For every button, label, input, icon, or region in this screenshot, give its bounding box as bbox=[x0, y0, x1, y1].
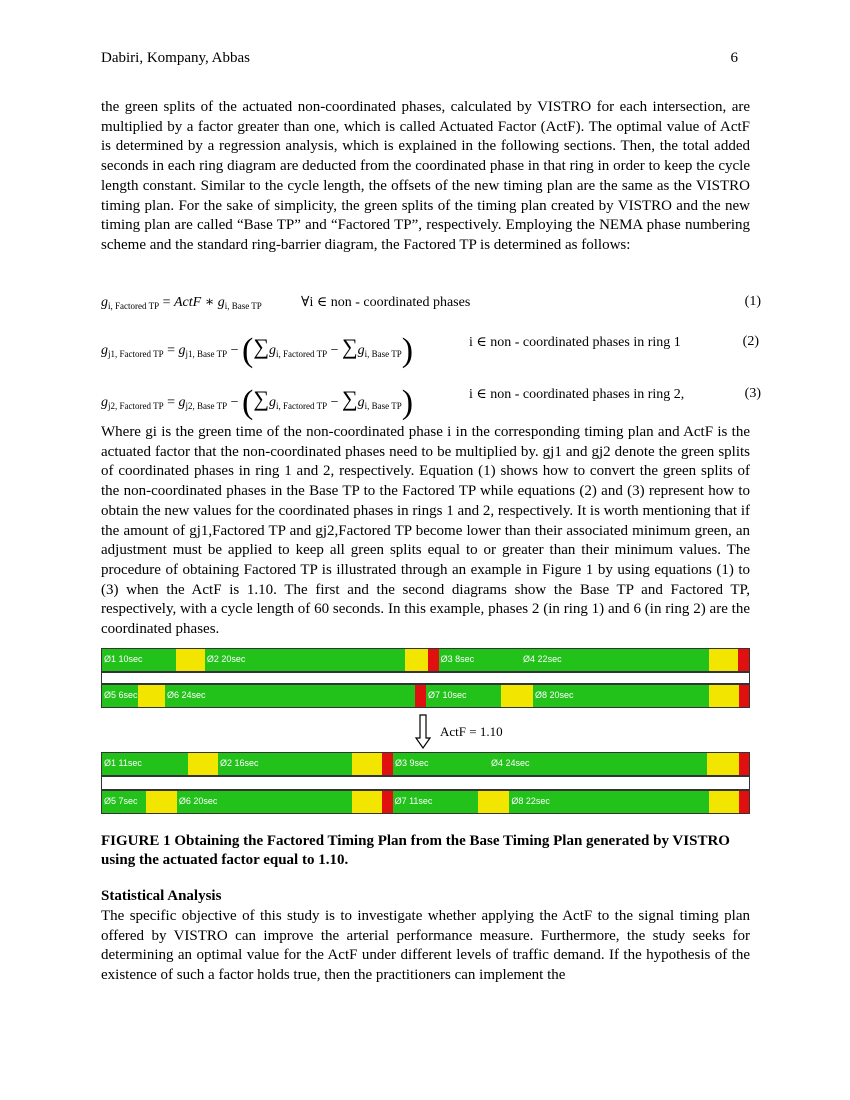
factored-gap bbox=[101, 776, 750, 790]
equation-3: $g_{j2, Factored TP} = g_{j2, Base TP} - (\sum g_{i, Factored TP} - \sum g_{i, Base TP})$ i ∈ non - coordinated phases in ring 2, (3) bbox=[101, 384, 761, 421]
base-ring2-bar bbox=[101, 684, 750, 708]
base-phase6-label: Ø6 24sec bbox=[167, 690, 206, 700]
base-phase2-label: Ø2 20sec bbox=[206, 654, 246, 664]
eq1-actf: ActF bbox=[173, 295, 202, 310]
section-title: Statistical Analysis bbox=[101, 888, 222, 904]
eq3-condition: i ∈ non - coordinated phases in ring 2, bbox=[469, 387, 685, 402]
fact-phase1-label: Ø1 11sec bbox=[104, 758, 142, 768]
eq2-lhs-sub: j1, Factored TP bbox=[108, 349, 164, 360]
eq2-number: (2) bbox=[742, 334, 759, 349]
actf-label: ActF = 1.10 bbox=[440, 724, 503, 739]
fact-phase8-label: Ø8 22sec bbox=[511, 796, 550, 806]
eq3-sum2-sub: i, Base TP bbox=[364, 401, 402, 412]
down-arrow-icon bbox=[414, 714, 432, 750]
paragraph-explanation: Where gi is the green time of the non-coordinated phase i in the corresponding timing plan and ActF is the actuated factor that the non-coordinated phases need to be multiplied by. gj1 and gj2 denote the green splits of coordinated phases in ring 1 and 2, respectively. Equation (1) shows how to convert the green splits of the non-coordinated phases in the Base TP to the Factored TP while equations (2) and (3) represent how to obtain the new values for the coordinated phases in rings 1 and 2, respectively. It is worth mentioning that if the amount of gj1,Factored TP and gj2,Factored TP become lower than their associated minimum green, an adjustment must be applied to keep all green splits equal to or greater than their minimum values. The procedure of obtaining Factored TP is illustrated through an example in Figure 1 by using equations (1) to (3) when the ActF is 1.10. The first and the second diagrams show the Base TP and Factored TP, respectively, with a cycle length of 60 seconds. In this example, phases 2 (in ring 1) and 6 (in ring 2) are the coordinated phases. bbox=[101, 424, 750, 638]
base-phase5-label: Ø5 6sec bbox=[104, 690, 138, 700]
eq1-number: (1) bbox=[744, 294, 761, 309]
base-phase1-label: Ø1 10sec bbox=[104, 654, 143, 664]
base-phase8-label: Ø8 20sec bbox=[535, 690, 574, 700]
equation-2: $g_{j1, Factored TP} = g_{j1, Base TP} - (\sum g_{i, Factored TP} - \sum g_{i, Base TP})$ i ∈ non - coordinated phases in ring 1 (2) bbox=[101, 332, 759, 369]
fact-phase7-label: Ø7 11sec bbox=[394, 796, 433, 806]
eq1-lhs-sub: i, Factored TP bbox=[108, 301, 160, 311]
eq2-base-sub: j1, Base TP bbox=[185, 349, 228, 360]
eq3-number: (3) bbox=[744, 386, 761, 401]
eq3-sum1-sub: i, Factored TP bbox=[276, 401, 328, 412]
fact-phase3-label: Ø3 9sec bbox=[395, 758, 429, 768]
eq1-rhs-sub: i, Base TP bbox=[224, 301, 262, 311]
fact-phase4-label: Ø4 24sec bbox=[491, 758, 530, 768]
page-header bbox=[101, 50, 750, 67]
eq2-sum1-sub: i, Factored TP bbox=[276, 349, 328, 360]
page-number: 6 bbox=[730, 50, 738, 66]
eq2-condition: i ∈ non - coordinated phases in ring 1 bbox=[469, 335, 681, 350]
base-phase3-label: Ø3 8sec bbox=[440, 654, 475, 664]
eq2-sum2-sub: i, Base TP bbox=[364, 349, 402, 360]
eq3-base-sub: j2, Base TP bbox=[185, 401, 228, 412]
base-phase7-label: Ø7 10sec bbox=[428, 690, 467, 700]
figure-caption: FIGURE 1 Obtaining the Factored Timing Plan from the Base Timing Plan generated by VISTRO using the actuated factor equal to 1.10. bbox=[101, 833, 730, 868]
paragraph-statistical: The specific objective of this study is to investigate whether applying the ActF to the signal timing plan offered by VISTRO can improve the arterial performance measure. Furthermore, the study seeks for determining an optimal value for the ActF under different levels of traffic demand. If the hypothesis of the existence of such a factor holds true, then the practitioners can implement the bbox=[101, 908, 750, 984]
equation-1: $g_{i, Factored TP}$ = ActF ∗ $g_{i, Base TP}$ ∀i ∈ non - coordinated phases (1) bbox=[101, 294, 761, 311]
fact-phase5-label: Ø5 7sec bbox=[104, 796, 138, 806]
eq3-lhs-sub: j2, Factored TP bbox=[108, 401, 164, 412]
fact-phase6-label: Ø6 20sec bbox=[178, 796, 218, 806]
eq1-condition: ∀i ∈ non - coordinated phases bbox=[301, 295, 471, 310]
base-phase4-label: Ø4 22sec bbox=[523, 654, 562, 664]
factored-ring2-bar bbox=[101, 790, 750, 814]
base-ring1-bar bbox=[101, 648, 750, 672]
header-authors: Dabiri, Kompany, Abbas bbox=[101, 50, 251, 66]
paragraph-intro: the green splits of the actuated non-coordinated phases, calculated by VISTRO for each intersection, are multiplied by a factor greater than one, which is called Actuated Factor (ActF). The optimal value of ActF is determined by a regression analysis, which is explained in the following sections. Then, the total added seconds in each ring diagram are deducted from the coordinated phase in that ring in order to keep the cycle length constant. Similar to the cycle length, the offsets of the new timing plan are the same as the VISTRO timing plan. For the sake of simplicity, the green splits of the timing plan created by VISTRO and the new timing plan are called “Base TP” and “Factored TP”, respectively. Employing the NEMA phase numbering scheme and the standard ring-barrier diagram, the Factored TP is determined as follows: bbox=[101, 99, 750, 253]
base-gap bbox=[101, 672, 750, 684]
factored-ring1-bar bbox=[101, 752, 750, 776]
fact-phase2-label: Ø2 16sec bbox=[220, 758, 259, 768]
